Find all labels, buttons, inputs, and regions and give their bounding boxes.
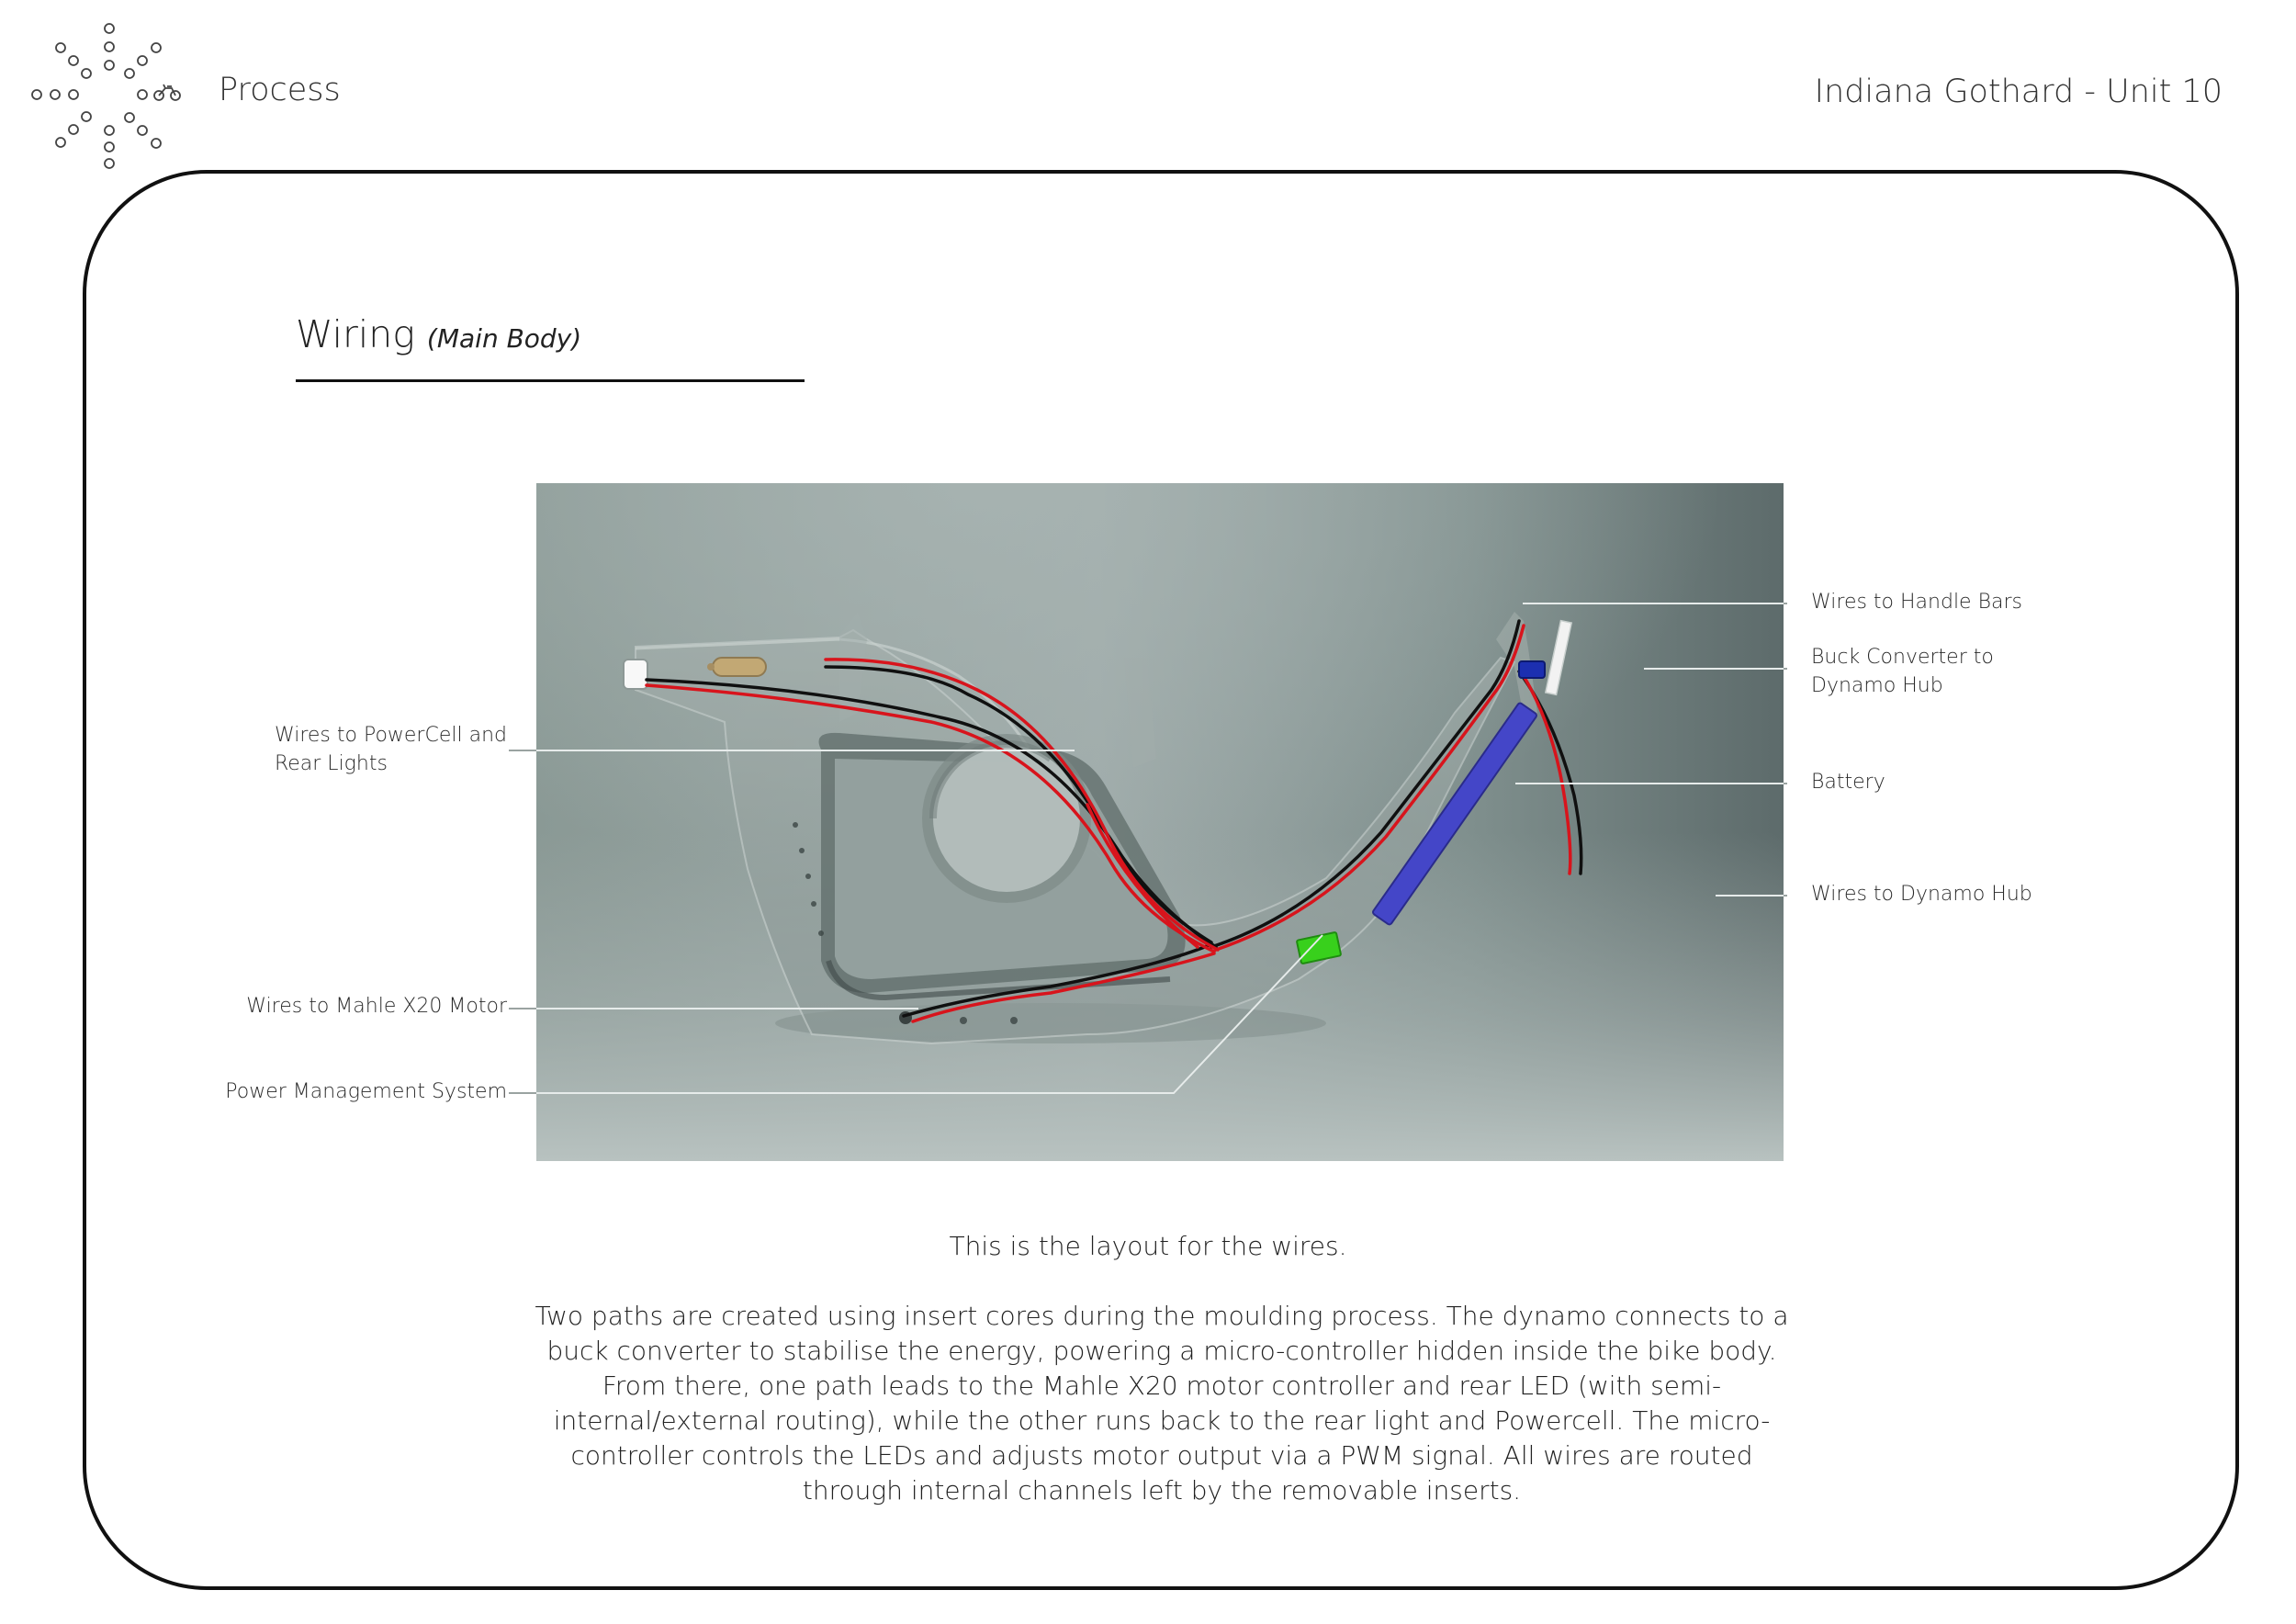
circle-bike-logo-icon — [28, 17, 193, 182]
heading-underline — [296, 379, 805, 382]
label-buck-line1: Buck Converter to — [1811, 646, 1994, 669]
description-paragraph: Two paths are created using insert cores during the moulding process. The dynamo connects to a buck converter to stabilise the energy, powering a micro-controller hidden inside the bike body. From there, one path leads to the Mahle X20 motor controller and rear LED (with semi-internal/external routing), while the other runs back to the rear light and Powercell. The micro-controller controls the LEDs and adjusts motor output via a PWM signal. All wires are routed through internal channels left by the removable inserts. — [535, 1301, 1789, 1506]
label-handle-bars: Wires to Handle Bars — [1811, 591, 2022, 614]
label-buck-line2: Dynamo Hub — [1811, 674, 1943, 697]
figure-caption: This is the layout for the wires. — [949, 1231, 1347, 1261]
label-mahle-motor: Wires to Mahle X20 Motor — [246, 995, 507, 1018]
label-dynamo-hub: Wires to Dynamo Hub — [1811, 883, 2032, 906]
label-power-management: Power Management System — [225, 1080, 507, 1103]
page-heading — [296, 312, 581, 356]
label-powercell-line1: Wires to PowerCell and — [274, 724, 507, 747]
heading-subtitle: (Main Body) — [426, 323, 582, 354]
section-title: Process — [219, 72, 341, 108]
wiring-render-image — [536, 483, 1784, 1161]
author-unit: Indiana Gothard - Unit 10 — [1814, 73, 2223, 110]
label-powercell-rear-lights — [275, 721, 507, 778]
label-powercell-line2: Rear Lights — [274, 752, 388, 775]
label-buck-converter — [1811, 643, 1994, 700]
heading-main: Wiring — [296, 312, 415, 356]
label-battery: Battery — [1811, 771, 1885, 794]
